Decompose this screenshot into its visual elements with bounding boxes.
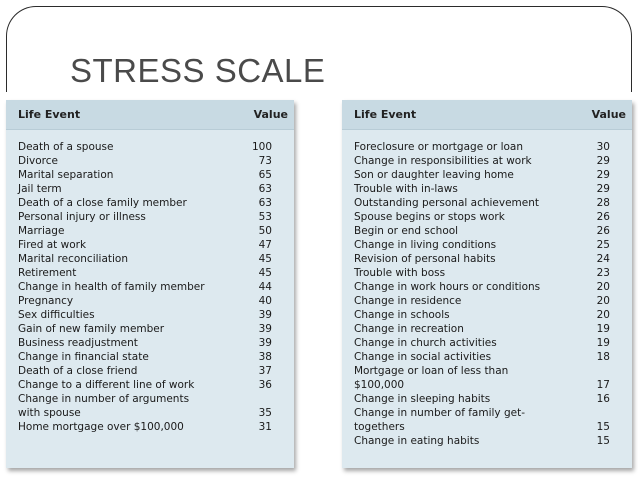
table-row — [342, 154, 632, 168]
value-cell: 53 — [258, 211, 272, 223]
life-event-cell: Change in living conditions — [354, 239, 497, 251]
table-row — [6, 266, 294, 280]
table-row — [6, 308, 294, 322]
slide-title: STRESS SCALE — [70, 52, 326, 89]
life-event-cell: Fired at work — [18, 239, 87, 251]
life-event-cell: Change in health of family member — [18, 281, 205, 293]
life-events-table-left — [6, 100, 294, 468]
table-row — [342, 140, 632, 154]
life-event-cell: Revision of personal habits — [354, 253, 496, 265]
life-event-cell: Change in recreation — [354, 323, 464, 335]
table-body — [6, 130, 294, 434]
life-event-cell: $100,000 — [354, 379, 405, 391]
value-cell — [250, 392, 272, 406]
table-row — [6, 182, 294, 196]
value-cell: 40 — [258, 295, 272, 307]
life-events-table-right — [342, 100, 632, 468]
life-event-cell: Mortgage or loan of less than — [354, 365, 509, 377]
life-event-cell: Change in financial state — [18, 351, 149, 363]
life-event-cell: Marital separation — [18, 169, 114, 181]
table-row — [342, 364, 632, 378]
table-row — [342, 182, 632, 196]
life-event-cell: Pregnancy — [18, 295, 74, 307]
value-cell — [588, 364, 610, 378]
value-cell: 26 — [596, 211, 610, 223]
life-event-cell: Personal injury or illness — [18, 211, 146, 223]
table-row — [342, 238, 632, 252]
table-row — [6, 322, 294, 336]
table-row — [6, 196, 294, 210]
table-row — [6, 224, 294, 238]
table-row — [6, 168, 294, 182]
header-value: Value — [253, 108, 288, 121]
value-cell: 73 — [258, 155, 272, 167]
value-cell: 100 — [251, 141, 272, 153]
value-cell: 44 — [258, 281, 272, 293]
value-cell: 29 — [596, 155, 610, 167]
value-cell: 35 — [258, 407, 272, 419]
value-cell: 17 — [596, 379, 610, 391]
life-event-cell: Sex difficulties — [18, 309, 95, 321]
life-event-cell: Change in schools — [354, 309, 450, 321]
value-cell: 47 — [258, 239, 272, 251]
value-cell: 36 — [258, 379, 272, 391]
life-event-cell: Change in church activities — [354, 337, 497, 349]
table-row — [342, 378, 632, 392]
life-event-cell: Change in social activities — [354, 351, 492, 363]
value-cell: 39 — [258, 337, 272, 349]
table-row — [342, 196, 632, 210]
life-event-cell: Change in eating habits — [354, 435, 480, 447]
life-event-cell: Begin or end school — [354, 225, 459, 237]
table-row — [6, 140, 294, 154]
life-event-cell: togethers — [354, 421, 405, 433]
value-cell: 38 — [258, 351, 272, 363]
table-header — [6, 100, 294, 130]
life-event-cell: Divorce — [18, 155, 58, 167]
header-life-event: Life Event — [18, 108, 81, 121]
life-event-cell: Jail term — [18, 183, 62, 195]
value-cell: 39 — [258, 309, 272, 321]
table-row — [342, 266, 632, 280]
value-cell: 24 — [596, 253, 610, 265]
life-event-cell: Marital reconciliation — [18, 253, 129, 265]
table-row — [342, 336, 632, 350]
life-event-cell: Trouble with boss — [354, 267, 446, 279]
table-row — [342, 350, 632, 364]
life-event-cell: Change in number of arguments — [18, 393, 190, 405]
table-row — [342, 434, 632, 448]
value-cell: 39 — [258, 323, 272, 335]
value-cell: 23 — [596, 267, 610, 279]
table-row — [342, 392, 632, 406]
value-cell: 25 — [596, 239, 610, 251]
value-cell: 50 — [258, 225, 272, 237]
table-row — [6, 336, 294, 350]
value-cell: 29 — [596, 169, 610, 181]
table-row — [6, 406, 294, 420]
table-row — [342, 308, 632, 322]
table-row — [6, 350, 294, 364]
table-row — [6, 210, 294, 224]
life-event-cell: Change in responsibilities at work — [354, 155, 532, 167]
life-event-cell: Son or daughter leaving home — [354, 169, 514, 181]
header-value: Value — [591, 108, 626, 121]
value-cell: 19 — [596, 323, 610, 335]
table-row — [342, 210, 632, 224]
value-cell: 37 — [258, 365, 272, 377]
value-cell: 15 — [596, 421, 610, 433]
life-event-cell: Gain of new family member — [18, 323, 165, 335]
table-row — [342, 322, 632, 336]
life-event-cell: Death of a close family member — [18, 197, 187, 209]
table-row — [6, 378, 294, 392]
value-cell: 31 — [258, 421, 272, 433]
life-event-cell: Business readjustment — [18, 337, 138, 349]
value-cell: 63 — [258, 197, 272, 209]
table-row — [342, 420, 632, 434]
table-row — [342, 280, 632, 294]
table-body — [342, 130, 632, 448]
header-life-event: Life Event — [354, 108, 417, 121]
value-cell: 19 — [596, 337, 610, 349]
life-event-cell: Marriage — [18, 225, 65, 237]
value-cell — [588, 406, 610, 420]
life-event-cell: Foreclosure or mortgage or loan — [354, 141, 523, 153]
table-row — [6, 154, 294, 168]
life-event-cell: Change in sleeping habits — [354, 393, 491, 405]
life-event-cell: Change to a different line of work — [18, 379, 195, 391]
table-row — [342, 294, 632, 308]
value-cell: 28 — [596, 197, 610, 209]
value-cell: 16 — [596, 393, 610, 405]
value-cell: 29 — [596, 183, 610, 195]
table-row — [6, 280, 294, 294]
value-cell: 63 — [258, 183, 272, 195]
value-cell: 26 — [596, 225, 610, 237]
table-row — [6, 364, 294, 378]
value-cell: 20 — [596, 295, 610, 307]
life-event-cell: Change in work hours or conditions — [354, 281, 541, 293]
value-cell: 45 — [258, 253, 272, 265]
table-row — [342, 406, 632, 420]
table-row — [6, 252, 294, 266]
value-cell: 18 — [596, 351, 610, 363]
table-row — [6, 294, 294, 308]
life-event-cell: Retirement — [18, 267, 77, 279]
table-row — [6, 238, 294, 252]
life-event-cell: Trouble with in-laws — [354, 183, 458, 195]
life-event-cell: Outstanding personal achievement — [354, 197, 540, 209]
life-event-cell: with spouse — [18, 407, 81, 419]
table-row — [342, 252, 632, 266]
table-row — [342, 168, 632, 182]
life-event-cell: Spouse begins or stops work — [354, 211, 505, 223]
table-row — [6, 392, 294, 406]
value-cell: 20 — [596, 309, 610, 321]
life-event-cell: Change in residence — [354, 295, 462, 307]
value-cell: 65 — [258, 169, 272, 181]
value-cell: 45 — [258, 267, 272, 279]
value-cell: 15 — [596, 435, 610, 447]
table-row — [6, 420, 294, 434]
life-event-cell: Change in number of family get- — [354, 407, 525, 419]
life-event-cell: Death of a spouse — [18, 141, 114, 153]
life-event-cell: Death of a close friend — [18, 365, 138, 377]
table-header — [342, 100, 632, 130]
value-cell: 20 — [596, 281, 610, 293]
value-cell: 30 — [596, 141, 610, 153]
life-event-cell: Home mortgage over $100,000 — [18, 421, 184, 433]
table-row — [342, 224, 632, 238]
